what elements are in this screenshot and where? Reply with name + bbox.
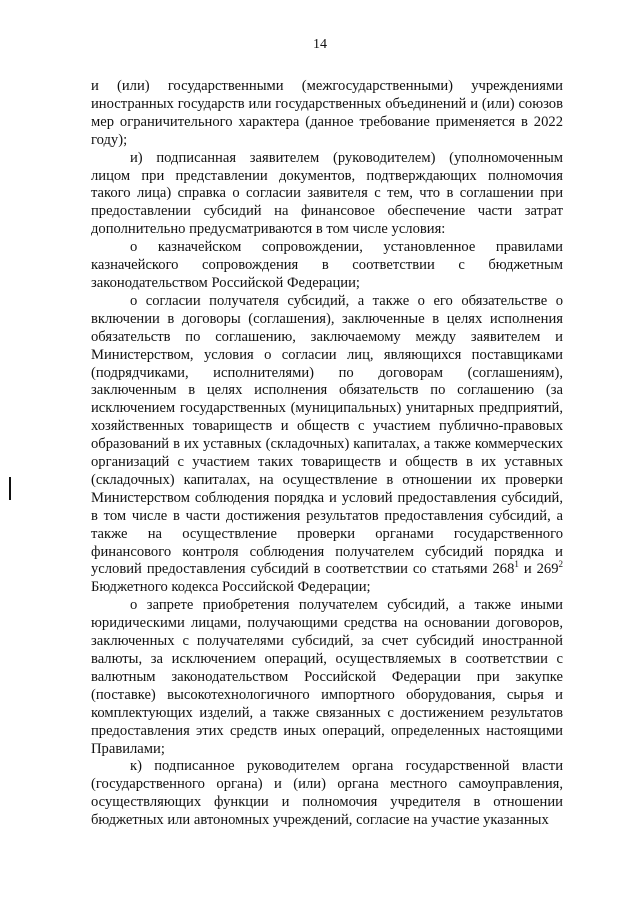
- document-body: [91, 78, 563, 830]
- footnote-superscript: 1: [514, 559, 519, 570]
- paragraph-text: о согласии получателя субсидий, а также о его обязательстве о включении в договоры (соглашения), заключенные в целях исполнения обязательств по соглашению, заключаемому между заявителем и Министерством, условия о согласии лиц, являющихся поставщиками (подрядчиками, исполнителями) по договорам (соглашениям), заключенным в целях исполнения обязательств по соглашению (за исключением государственных (муниципальных) унитарных предприятий, хозяйственных товариществ и обществ с участием публично-правовых образований в их уставных (складочных) капиталах, а также коммерческих организаций с участием таких товариществ и обществ в их уставных (складочных) капиталах, на осуществление в отношении их проверки Министерством соблюдения порядка и условий предоставления субсидий, в том числе в части достижения результатов предоставления субсидий, а также на осуществление проверки органами государственного финансового контроля соблюдения получателем субсидий порядка и условий предоставления субсидий в соответствии со статьями 268: [91, 292, 563, 578]
- paragraph-treasury-support: о казначейском сопровождении, установленное правилами казначейского сопровождения в соответствии с бюджетным законодательством Российской Федерации;: [91, 239, 563, 291]
- paragraph-item-i: и) подписанная заявителем (руководителем) (уполномоченным лицом при представлении документов, подтверждающих полномочия такого лица) справка о согласии заявителя с тем, что в соглашении при предоставлении субсидий на финансовое обеспечение части затрат дополнительно предусматриваются в том числе условия:: [91, 149, 563, 238]
- paragraph-item-k: к) подписанное руководителем органа государственной власти (государственного органа) и (или) органа местного самоуправления, осуществляющих функции и полномочия учредителя в отношении бюджетных или автономных учреждений, согласие на участие указанных: [91, 758, 563, 829]
- page-number: 14: [313, 37, 327, 52]
- paragraph-continuation: и (или) государственными (межгосударственными) учреждениями иностранных государств или государственных объединений и (или) союзов мер ограничительного характера (данное требование применяется в 2022 году);: [91, 78, 563, 148]
- paragraph-text: и 269: [518, 561, 559, 578]
- paragraph-text: Бюджетного кодекса Российской Федерации;: [91, 579, 371, 596]
- paragraph-consent-obligation: [91, 293, 563, 597]
- paragraph-currency-ban: о запрете приобретения получателем субсидий, а также иными юридическими лицами, получающими средства на основании договоров, заключенных с получателями субсидий, за счет субсидий иностранной валюты, за исключением операций, осуществляемых в соответствии с валютным законодательством Российской Федерации при закупке (поставке) высокотехнологичного импортного оборудования, сырья и комплектующих изделий, а также связанных с достижением результатов предоставления этих средств иных операций, определенных настоящими Правилами;: [91, 597, 563, 757]
- footnote-superscript: 2: [558, 559, 563, 570]
- margin-mark: [9, 477, 11, 500]
